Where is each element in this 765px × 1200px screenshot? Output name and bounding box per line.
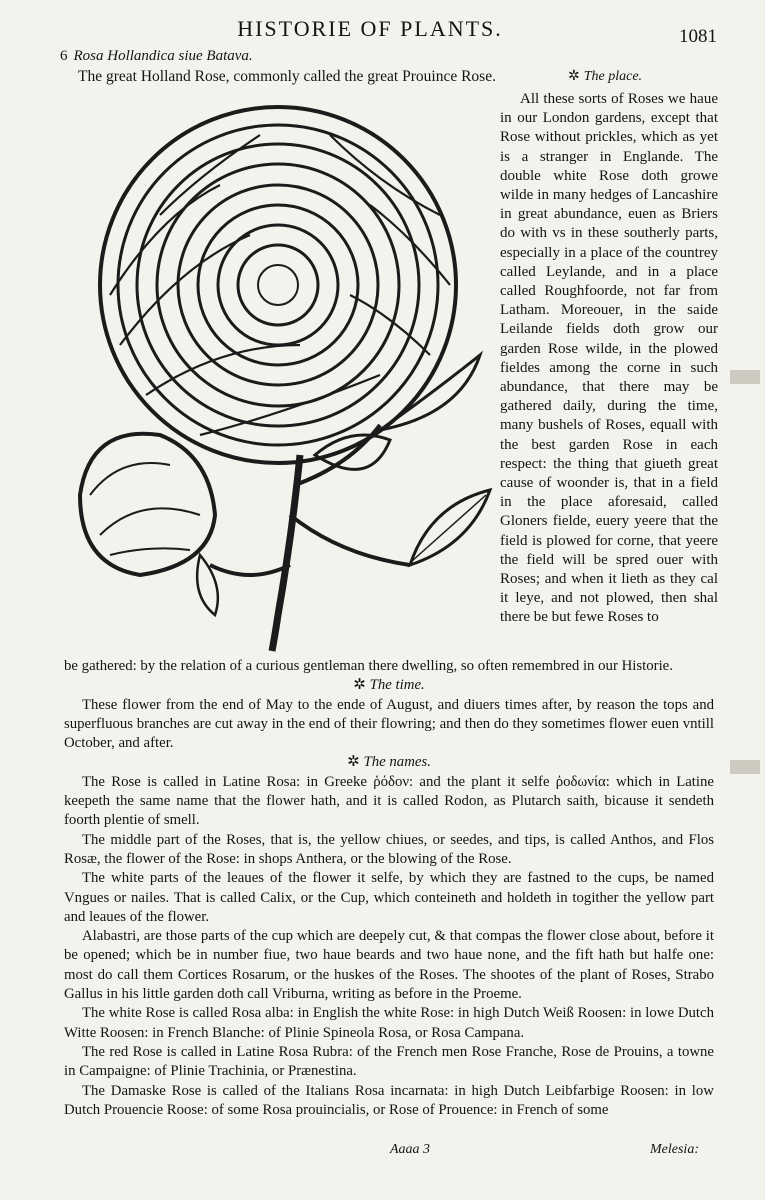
names-paragraph: The white parts of the leaues of the flower it selfe, by which they are fastned to the cups, be named Vngues or nailes. That is called Calix, or the Cup, which conteineth and holdeth in togither the yellow part and leaues of the flower. (64, 870, 714, 925)
names-paragraph: The middle part of the Roses, that is, the yellow chiues, or seedes, and tips, is called Anthos, and Flos Rosæ, the flower of the Rose: in shops Anthera, or the blowing of the Rose. (64, 831, 714, 867)
place-column (500, 90, 718, 628)
figure-caption: The great Holland Rose, commonly called the great Prouince Rose. (78, 68, 496, 85)
species-latin-name: Rosa Hollandica siue Batava. (73, 48, 253, 64)
asterism-icon: ✲ (347, 754, 360, 771)
names-paragraph: Alabastri, are those parts of the cup which are deepely cut, & that compas the flower close about, before it be opened; which be in number fiue, two haue beards and two haue none, and the fift hath but halfe one: most do call them Cortices Rosarum, or the huskes of the Roses. The shootes of the plant of Roses, Strabo Gallus in his little garden doth call Vriburna, writing as before in the Proeme. (64, 928, 714, 1003)
time-paragraph: These flower from the end of May to the ende of August, and diuers times after, by reason the tops and superfluous branches are cut away in the end of their flowring; and then do they sometimes flower euen vntill October, and after. (64, 696, 714, 752)
names-paragraph: The white Rose is called Rosa alba: in English the white Rose: in high Dutch Weiß Roosen: in lowe Dutch Witte Roosen: in French Blanche: of Plinie Spineola Rosa, or Rosa Campana. (64, 1005, 714, 1041)
place-continuation: be gathered: by the relation of a curious gentleman there dwelling, so often remembred in our Historie. (64, 658, 673, 674)
rose-woodcut (50, 95, 500, 655)
asterism-icon: ✲ (353, 677, 366, 694)
show-through-mark (730, 760, 760, 774)
show-through-mark (730, 370, 760, 384)
names-paragraph: The red Rose is called in Latine Rosa Rubra: of the French men Rose Franche, Rose de Prouins, a towne in Campaigne: of Plinie Trachinia, or Prænestina. (64, 1043, 714, 1080)
running-head: HISTORIE OF PLANTS. (237, 16, 503, 41)
names-heading: ✲ The names. (347, 754, 431, 771)
names-paragraph: The Damaske Rose is called of the Italians Rosa incarnata: in high Dutch Leibfarbige Roosen: in low Dutch Prouencie Roose: of some Rosa prouincialis, or Rose of Prouence: in French of some (64, 1082, 714, 1118)
asterism-icon: ✲ (568, 69, 580, 84)
main-text (64, 657, 714, 1120)
time-heading: ✲ The time. (353, 677, 425, 694)
species-heading (60, 48, 253, 65)
signature-mark: Aaaa 3 (390, 1142, 431, 1157)
page-number: 1081 (679, 26, 717, 47)
catchword: Melesia: (650, 1142, 699, 1157)
place-paragraph: All these sorts of Roses we haue in our London gardens, except that Rose without prickles, which as yet is a stranger in Englande. The double white Rose doth growe wilde in many hedges of Lancashire in great abundance, euen as Briers do with vs in these southerly parts, especially in a place of the countrey called Leylande, and in a place called Roughfoorde, not far from Latham. Moreouer, in the saide Leilande fields doth grow our garden Rose wilde, in the plowed fieldes among the corne in such abundance, that there may be gathered daily, during the time, many bushels of Roses, equall with the best garden Rose in each respect: the thing that giueth great cause of woonder is, that in a field in the place aforesaid, called Gloners fielde, euery yeere that the field is plowed for corne, that yeere the field will be spred ouer with Roses; and when it lieth as they cal it leye, and not plowed, then shal there be but fewe Roses to (500, 91, 718, 626)
names-paragraph: The Rose is called in Latine Rosa: in Greeke ῥόδον: and the plant it selfe ῥοδωνία: which in Latine keepeth the same name that the flower hath, and it is called Rodon, as Plutarch saith, bicause it sendeth foorth plentie of smell. (64, 773, 714, 829)
species-number: 6 (60, 48, 68, 64)
place-heading: ✲ The place. (568, 69, 643, 84)
